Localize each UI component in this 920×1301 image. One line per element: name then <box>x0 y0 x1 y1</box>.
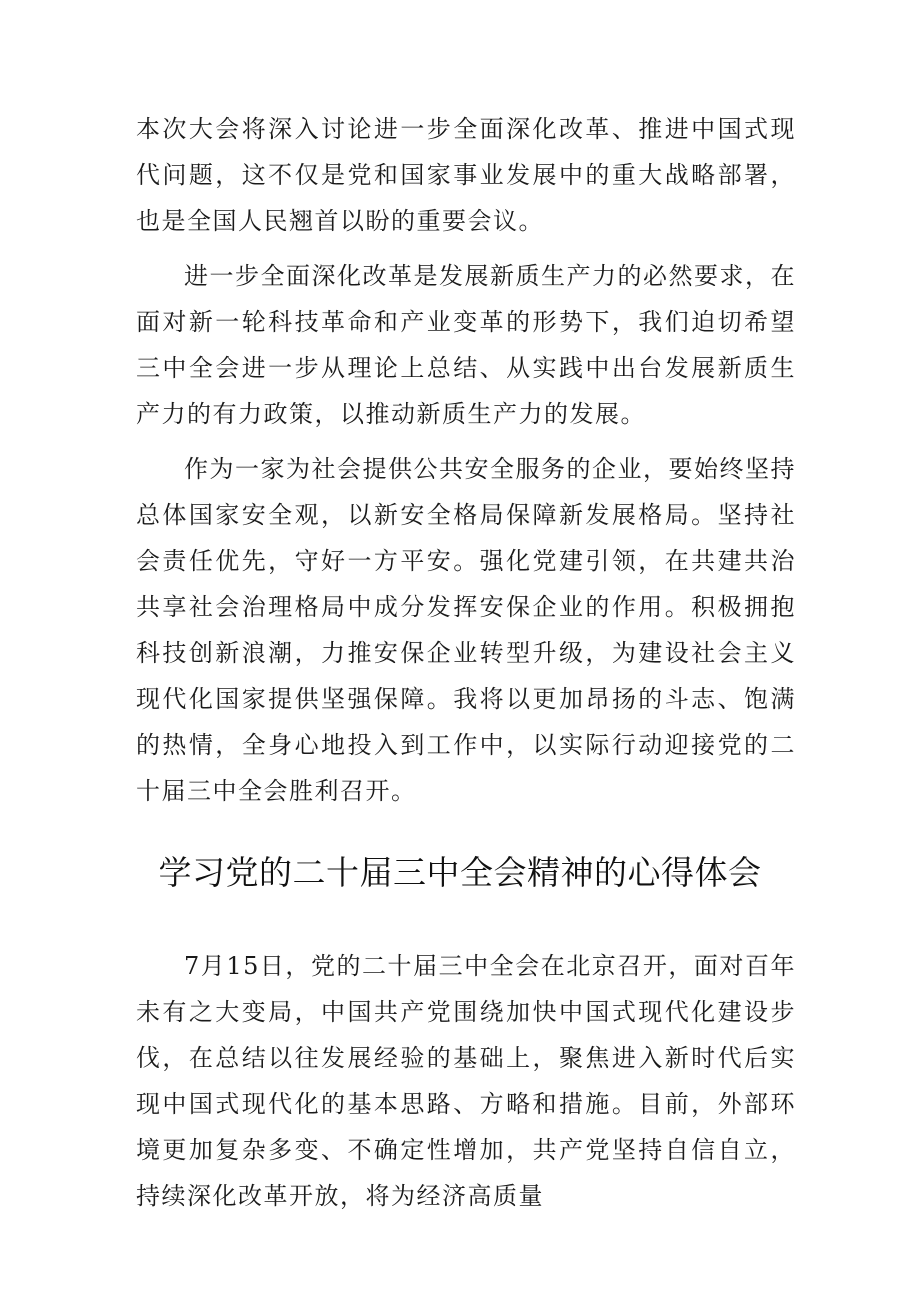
section-title: 学习党的二十届三中全会精神的心得体会 <box>158 853 762 892</box>
paragraph-4: 7月15日，党的二十届三中全会在北京召开，面对百年未有之大变局，中国共产党围绕加快中国式现代化建设步伐，在总结以往发展经验的基础上，聚焦进入新时代后实现中国式现代化的基本思路、方略和措施。目前，外部环境更加复杂多变、不确定性增加，共产党坚持自信自立，持续深化改革开放，将为经济高质量 <box>136 952 796 1210</box>
paragraph-1: 本次大会将深入讨论进一步全面深化改革、推进中国式现代问题，这不仅是党和国家事业发展中的重大战略部署，也是全国人民翘首以盼的重要会议。 <box>136 115 796 235</box>
paragraph-3: 作为一家为社会提供公共安全服务的企业，要始终坚持总体国家安全观，以新安全格局保障新发展格局。坚持社会责任优先，守好一方平安。强化党建引领，在共建共治共享社会治理格局中成分发挥安保企业的作用。积极拥抱科技创新浪潮，力推安保企业转型升级，为建设社会主义现代化国家提供坚强保障。我将以更加昂扬的斗志、饱满的热情，全身心地投入到工作中，以实际行动迎接党的二十届三中全会胜利召开。 <box>136 455 796 805</box>
paragraph-2: 进一步全面深化改革是发展新质生产力的必然要求，在面对新一轮科技革命和产业变革的形势下，我们迫切希望三中全会进一步从理论上总结、从实践中出台发展新质生产力的有力政策，以推动新质生产力的发展。 <box>136 262 796 428</box>
